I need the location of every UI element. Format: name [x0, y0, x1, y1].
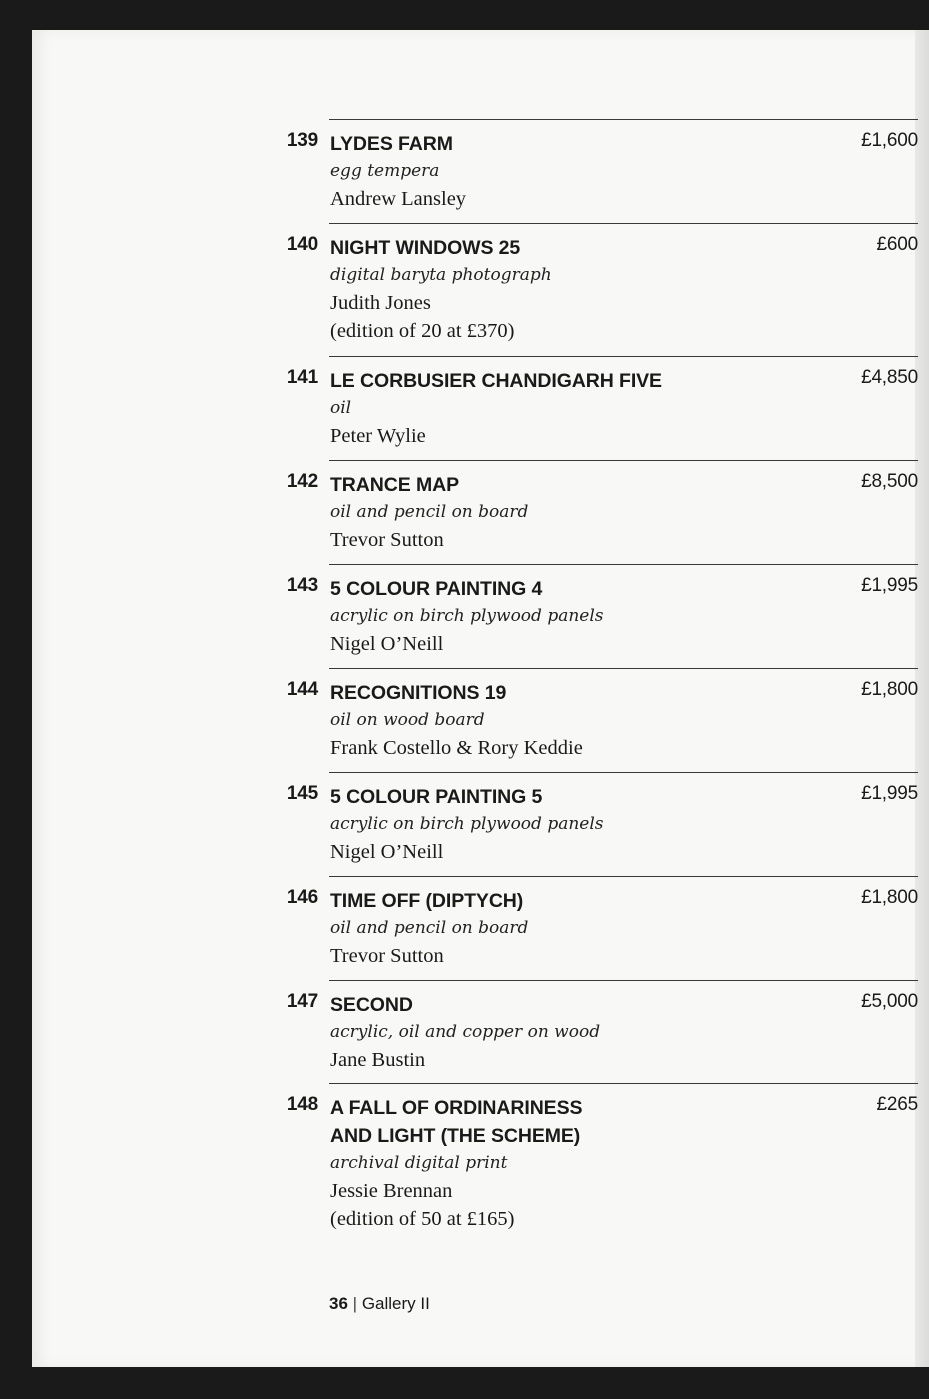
- entry-details: [330, 367, 830, 450]
- entry-divider: [329, 1083, 918, 1084]
- artwork-title: LYDES FARM: [330, 133, 453, 155]
- artist-name: Judith Jones: [330, 292, 431, 314]
- entry-divider: [329, 772, 918, 773]
- price: £265: [876, 1094, 918, 1115]
- lot-number: 148: [286, 1094, 318, 1115]
- artwork-title: 5 COLOUR PAINTING 5: [330, 786, 543, 808]
- entry-divider: [329, 223, 918, 224]
- entry-details: [330, 991, 830, 1074]
- artist-name: Frank Costello & Rory Keddie: [330, 737, 583, 759]
- artwork-medium: digital baryta photograph: [330, 265, 552, 285]
- price: £5,000: [861, 991, 918, 1012]
- artwork-medium: egg tempera: [330, 161, 440, 181]
- lot-number: 144: [286, 679, 318, 700]
- lot-number: 147: [286, 991, 318, 1012]
- entry-details: [330, 679, 830, 762]
- entry-details: [330, 1094, 830, 1233]
- artwork-title: AND LIGHT (THE SCHEME): [330, 1125, 581, 1147]
- artwork-medium: oil: [330, 398, 352, 418]
- lot-number: 145: [286, 783, 318, 804]
- artwork-title: TRANCE MAP: [330, 474, 459, 496]
- price: £600: [876, 234, 918, 255]
- artwork-title: TIME OFF (DIPTYCH): [330, 890, 524, 912]
- edition-info: (edition of 50 at £165): [330, 1208, 515, 1230]
- artist-name: Nigel O’Neill: [330, 633, 444, 655]
- lot-number: 143: [286, 575, 318, 596]
- price: £8,500: [861, 471, 918, 492]
- artwork-medium: oil on wood board: [330, 710, 485, 730]
- artwork-title: 5 COLOUR PAINTING 4: [330, 578, 543, 600]
- artist-name: Nigel O’Neill: [330, 841, 444, 863]
- artist-name: Andrew Lansley: [330, 188, 467, 210]
- price: £4,850: [861, 367, 918, 388]
- entry-divider: [329, 564, 918, 565]
- page-number: 36: [329, 1294, 348, 1313]
- lot-number: 142: [286, 471, 318, 492]
- lot-number: 146: [286, 887, 318, 908]
- artwork-medium: acrylic on birch plywood panels: [330, 814, 604, 834]
- lot-number: 141: [286, 367, 318, 388]
- price: £1,600: [861, 130, 918, 151]
- entry-details: [330, 783, 830, 866]
- artist-name: Trevor Sutton: [330, 529, 444, 551]
- artwork-medium: acrylic on birch plywood panels: [330, 606, 604, 626]
- lot-number: 139: [286, 130, 318, 151]
- entry-divider: [329, 119, 918, 120]
- artwork-medium: oil and pencil on board: [330, 502, 529, 522]
- entry-details: [330, 471, 830, 554]
- entry-details: [330, 575, 830, 658]
- artist-name: Peter Wylie: [330, 425, 426, 447]
- entry-details: [330, 887, 830, 970]
- artwork-medium: oil and pencil on board: [330, 918, 529, 938]
- artwork-title: RECOGNITIONS 19: [330, 682, 507, 704]
- artwork-medium: archival digital print: [330, 1153, 508, 1173]
- section-name: Gallery II: [361, 1294, 430, 1313]
- price: £1,800: [861, 679, 918, 700]
- entry-divider: [329, 876, 918, 877]
- catalogue-page: [32, 30, 929, 1367]
- artwork-title: SECOND: [330, 994, 413, 1016]
- lot-number: 140: [286, 234, 318, 255]
- entry-details: [330, 234, 830, 345]
- price: £1,995: [861, 783, 918, 804]
- entry-details: [330, 130, 830, 213]
- artwork-title: NIGHT WINDOWS 25: [330, 237, 521, 259]
- entry-divider: [329, 668, 918, 669]
- footer-separator: |: [352, 1294, 358, 1313]
- artist-name: Trevor Sutton: [330, 945, 444, 967]
- artist-name: Jane Bustin: [330, 1049, 426, 1071]
- artwork-title: A FALL OF ORDINARINESS: [330, 1097, 583, 1119]
- page-footer: [329, 1294, 430, 1314]
- price: £1,800: [861, 887, 918, 908]
- edition-info: (edition of 20 at £370): [330, 320, 515, 342]
- artist-name: Jessie Brennan: [330, 1180, 453, 1202]
- artwork-medium: acrylic, oil and copper on wood: [330, 1022, 601, 1042]
- entry-divider: [329, 460, 918, 461]
- artwork-title: LE CORBUSIER CHANDIGARH FIVE: [330, 370, 662, 392]
- entry-divider: [329, 980, 918, 981]
- entry-divider: [329, 356, 918, 357]
- price: £1,995: [861, 575, 918, 596]
